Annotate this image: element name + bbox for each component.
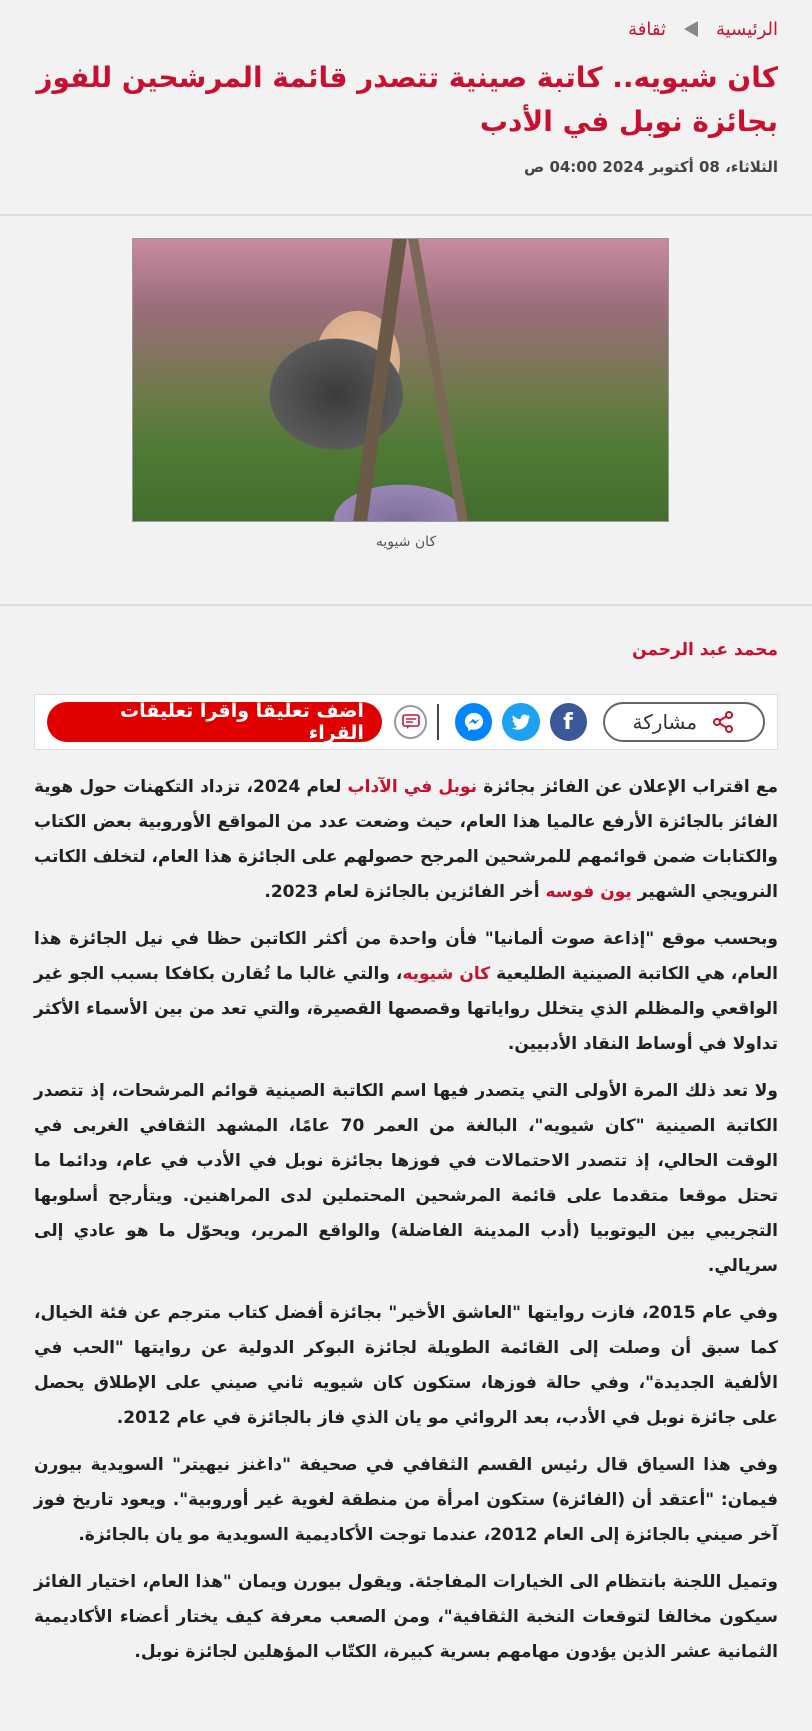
twitter-icon[interactable] [502, 703, 539, 741]
breadcrumb-section[interactable]: ثقافة [628, 18, 666, 40]
image-caption: كان شيويه [375, 534, 437, 550]
share-icon [711, 710, 735, 734]
comment-icon[interactable] [394, 705, 427, 739]
divider [437, 704, 439, 740]
breadcrumb-home[interactable]: الرئيسية [716, 18, 778, 40]
author-name[interactable]: محمد عبد الرحمن [632, 640, 778, 660]
article-body [34, 770, 778, 1670]
article-photo [132, 238, 669, 522]
article-paragraph: مع اقتراب الإعلان عن الفائز بجائزة نوبل في الآداب لعام 2024، تزداد التكهنات حول هوية الفائز بالجائزة الأرفع عالميا هذا العام، حيث وضعت عدد من المواقع الأوروبية بعض الكتاب والكتابات ضمن قوائمهم للمرشحين المرجح حصولهم على الجائزة هذا العام، لتخلف الكاتب النرويجي الشهير يون فوسه أخر الفائزين بالجائزة لعام 2023. [34, 777, 778, 902]
breadcrumb [34, 14, 778, 44]
share-button[interactable] [603, 702, 765, 742]
share-label: مشاركة [632, 710, 698, 734]
article-paragraph: وفي عام 2015، فازت روايتها "العاشق الأخير" بجائزة أفضل كتاب مترجم عن فئة الخيال، كما سبق أن وصلت إلى القائمة الطويلة لجائزة البوكر الدولية عن روايتها "الحب في الألفية الجديدة"، وفي حالة فوزها، ستكون كان شيويه ثاني صيني على الإطلاق يحصل على جائزة نوبل في الأدب، بعد الروائي مو يان الذي فاز بالجائزة في عام 2012. [34, 1303, 778, 1428]
article-header [0, 0, 812, 216]
article-paragraph: ولا تعد ذلك المرة الأولى التي يتصدر فيها اسم الكاتبة الصينية قوائم المرشحات، إذ تتصدر الكاتبة الصينية "كان شيويه"، البالغة من العمر 70 عامًا، المشهد الثقافي الغربى في الوقت الحالي، إذ تتصدر الاحتمالات في فوزها بجائزة نوبل في الأدب في عام، ودائما ما تحتل موقعا متقدما على قائمة المرشحين المحتملين لدى المراهنين. ويتأرجح أسلوبها التجريبي بين اليوتوبيا (أدب المدينة الفاضلة) والواقع المرير، ويحوّل ما هو عادي إلى سريالي. [34, 1081, 778, 1276]
messenger-icon[interactable] [455, 703, 492, 741]
chevron-left-icon [684, 21, 698, 37]
article-image-section [0, 216, 812, 606]
facebook-icon[interactable]: f [550, 703, 587, 741]
jon-fosse-link[interactable]: يون فوسه [545, 882, 632, 902]
can-xue-link[interactable]: كان شيويه [402, 964, 491, 984]
share-bar [34, 694, 778, 750]
article-paragraph: وفي هذا السياق قال رئيس القسم الثقافي في صحيفة "داغنز نيهيتر" السويدية بيورن فيمان: "أعتقد أن (الفائزة) ستكون امرأة من منطقة لغوية غير أوروبية". ويعود تاريخ فوز آخر صيني بالجائزة إلى العام 2012، عندما توجت الأكاديمية السويدية مو يان بالجائزة. [34, 1455, 778, 1545]
add-comment-button[interactable]: اضف تعليقاً واقرأ تعليقات القراء [47, 702, 382, 742]
article-paragraph: وبحسب موقع "إذاعة صوت ألمانيا" فأن واحدة من أكثر الكاتبن حظا في نيل الجائزة هذا العام، هي الكاتبة الصينية الطليعية كان شيويه، والتي غالبا ما تُقارن بكافكا بسبب الجو غير الواقعي والمظلم الذي يتخلل رواياتها وقصصها القصيرة، والتي تعد من بين الأسماء الأكثر تداولا في أوساط النقاد الأدبيين. [34, 929, 778, 1054]
publish-date: الثلاثاء، 08 أكتوبر 2024 04:00 ص [524, 158, 778, 176]
page-title: كان شيويه.. كاتبة صينية تتصدر قائمة المرشحين للفوز بجائزة نوبل في الأدب [36, 61, 778, 138]
nobel-link[interactable]: نوبل في الآداب [347, 777, 478, 797]
article-paragraph: وتميل اللجنة بانتظام الى الخيارات المفاجئة. ويقول بيورن ويمان "هذا العام، اختيار الفائز سيكون مخالفا لتوقعات النخبة الثقافية"، ومن الصعب معرفة كيف يختار أعضاء الأكاديمية الثمانية عشر الذين يؤدون مهامهم بسرية كبيرة، الكتّاب المؤهلين لجائزة نوبل. [34, 1572, 778, 1662]
